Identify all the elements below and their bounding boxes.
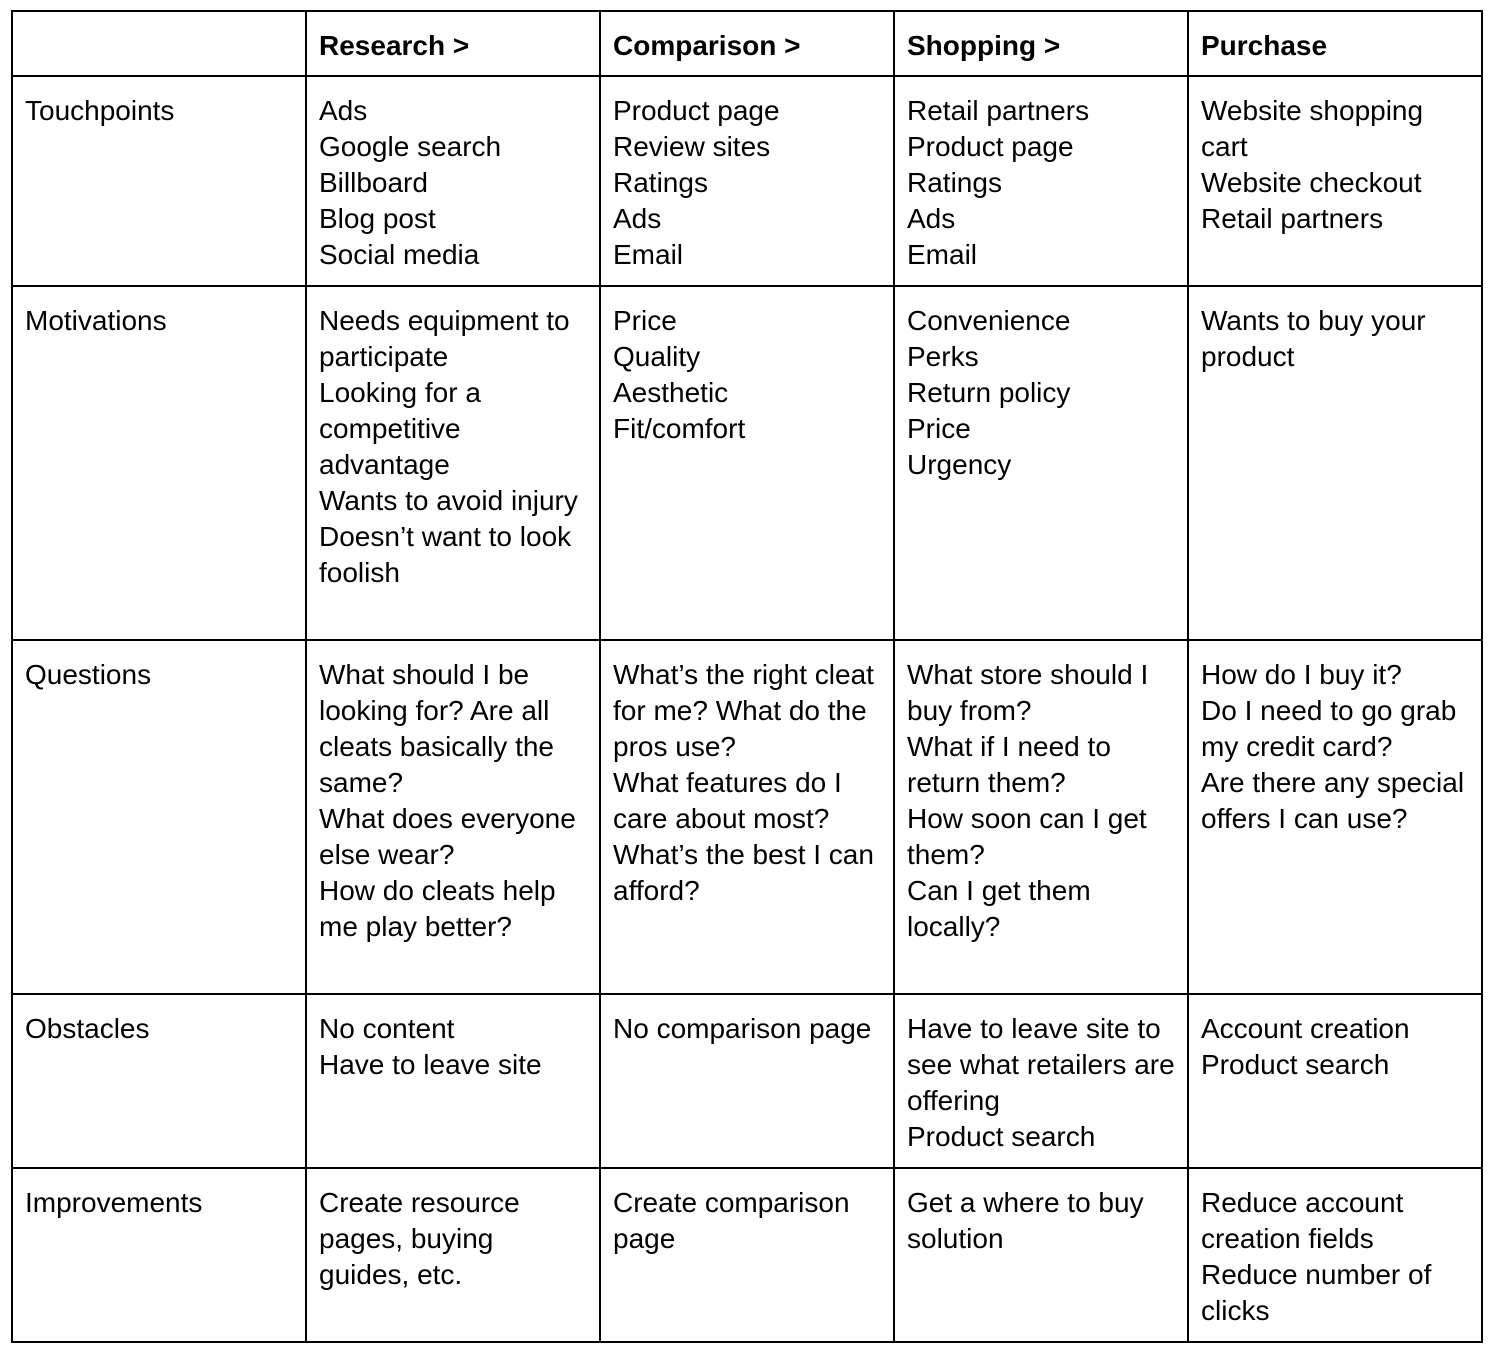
cell-line: Blog post: [319, 203, 436, 234]
corner-cell: [12, 11, 306, 76]
header-row: [12, 11, 1482, 76]
cell-line: Product search: [1201, 1049, 1390, 1080]
cell-line: What’s the right cleat for me? What do the pros use?: [613, 659, 874, 762]
cell-motivations-purchase: [1188, 286, 1482, 640]
cell-line: Return policy: [907, 377, 1071, 408]
row-touchpoints: [12, 76, 1482, 286]
stage-header-research: Research >: [306, 11, 600, 76]
cell-motivations-research: [306, 286, 600, 640]
cell-improvements-shopping: [894, 1168, 1188, 1342]
cell-line: Looking for a competitive advantage: [319, 377, 481, 480]
cell-line: Are there any special offers I can use?: [1201, 767, 1465, 834]
cell-line: Review sites: [613, 131, 771, 162]
cell-line: Ads: [319, 95, 368, 126]
cell-line: Reduce account creation fields: [1201, 1187, 1404, 1254]
cell-improvements-purchase: [1188, 1168, 1482, 1342]
cell-line: Reduce number of clicks: [1201, 1259, 1432, 1326]
cell-line: Perks: [907, 341, 979, 372]
cell-line: What features do I care about most?: [613, 767, 842, 834]
cell-line: Social media: [319, 239, 480, 270]
row-obstacles: [12, 994, 1482, 1168]
cell-line: Price: [613, 305, 677, 336]
cell-line: How soon can I get them?: [907, 803, 1147, 870]
cell-line: Doesn’t want to look foolish: [319, 521, 572, 588]
cell-line: Wants to buy your product: [1201, 305, 1426, 372]
cell-line: Ads: [613, 203, 662, 234]
cell-touchpoints-comparison: [600, 76, 894, 286]
cell-line: Ads: [907, 203, 956, 234]
cell-line: No content: [319, 1013, 455, 1044]
cell-line: Get a where to buy solution: [907, 1187, 1144, 1254]
cell-line: No comparison page: [613, 1013, 872, 1044]
cell-line: Aesthetic: [613, 377, 729, 408]
cell-line: Product page: [613, 95, 780, 126]
cell-line: Create resource pages, buying guides, etc.: [319, 1187, 520, 1290]
cell-obstacles-shopping: [894, 994, 1188, 1168]
cell-line: Website shopping cart: [1201, 95, 1424, 162]
cell-obstacles-purchase: [1188, 994, 1482, 1168]
cell-touchpoints-shopping: [894, 76, 1188, 286]
stage-header-purchase: Purchase: [1188, 11, 1482, 76]
cell-line: What if I need to return them?: [907, 731, 1111, 798]
customer-journey-table: [11, 10, 1483, 1343]
cell-line: What’s the best I can afford?: [613, 839, 874, 906]
cell-line: Have to leave site to see what retailers are offering: [907, 1013, 1175, 1116]
cell-touchpoints-purchase: [1188, 76, 1482, 286]
cell-line: Create comparison page: [613, 1187, 850, 1254]
stage-header-shopping: Shopping >: [894, 11, 1188, 76]
cell-line: Product page: [907, 131, 1074, 162]
cell-line: Product search: [907, 1121, 1096, 1152]
cell-questions-comparison: [600, 640, 894, 994]
cell-line: How do cleats help me play better?: [319, 875, 556, 942]
cell-line: Fit/comfort: [613, 413, 746, 444]
cell-obstacles-comparison: [600, 994, 894, 1168]
row-motivations: [12, 286, 1482, 640]
cell-line: Retail partners: [1201, 203, 1384, 234]
cell-motivations-comparison: [600, 286, 894, 640]
cell-line: Quality: [613, 341, 701, 372]
cell-line: How do I buy it?: [1201, 659, 1402, 690]
cell-line: Ratings: [907, 167, 1002, 198]
row-label-improvements: Improvements: [12, 1168, 306, 1342]
cell-line: Account creation: [1201, 1013, 1410, 1044]
cell-line: Google search: [319, 131, 502, 162]
row-improvements: [12, 1168, 1482, 1342]
cell-line: Can I get them locally?: [907, 875, 1091, 942]
cell-questions-shopping: [894, 640, 1188, 994]
cell-line: What should I be looking for? Are all cleats basically the same?: [319, 659, 555, 798]
cell-line: Have to leave site: [319, 1049, 542, 1080]
cell-line: Wants to avoid injury: [319, 485, 578, 516]
cell-line: Email: [613, 239, 684, 270]
cell-questions-research: [306, 640, 600, 994]
cell-improvements-research: [306, 1168, 600, 1342]
stage-header-comparison: Comparison >: [600, 11, 894, 76]
cell-line: Do I need to go grab my credit card?: [1201, 695, 1457, 762]
cell-line: Convenience: [907, 305, 1071, 336]
row-label-obstacles: Obstacles: [12, 994, 306, 1168]
cell-line: Needs equipment to participate: [319, 305, 570, 372]
row-label-motivations: Motivations: [12, 286, 306, 640]
cell-line: Urgency: [907, 449, 1012, 480]
cell-line: Website checkout: [1201, 167, 1422, 198]
row-label-questions: Questions: [12, 640, 306, 994]
cell-line: Email: [907, 239, 978, 270]
cell-touchpoints-research: [306, 76, 600, 286]
cell-obstacles-research: [306, 994, 600, 1168]
cell-improvements-comparison: [600, 1168, 894, 1342]
cell-line: Ratings: [613, 167, 708, 198]
cell-line: Retail partners: [907, 95, 1090, 126]
cell-line: Billboard: [319, 167, 428, 198]
row-questions: [12, 640, 1482, 994]
cell-motivations-shopping: [894, 286, 1188, 640]
cell-questions-purchase: [1188, 640, 1482, 994]
cell-line: What does everyone else wear?: [319, 803, 576, 870]
row-label-touchpoints: Touchpoints: [12, 76, 306, 286]
cell-line: Price: [907, 413, 971, 444]
cell-line: What store should I buy from?: [907, 659, 1149, 726]
